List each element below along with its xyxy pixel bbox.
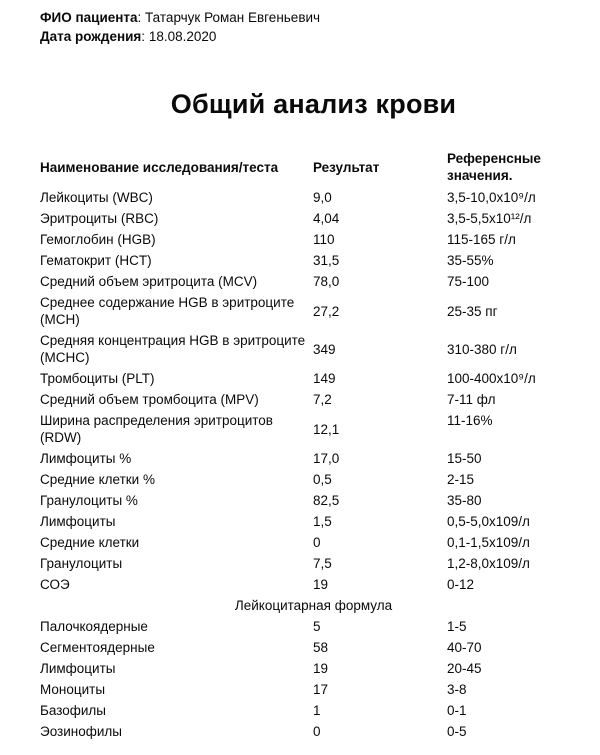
reference-cell: 40-70: [447, 640, 482, 655]
birth-date-value: 18.08.2020: [148, 29, 217, 44]
result-cell: 4,04: [313, 211, 340, 226]
table-row: [40, 700, 587, 721]
reference-cell: 1-5: [447, 619, 467, 634]
test-name-cell: Гемоглобин (HGB): [40, 232, 156, 247]
patient-name-line: [40, 8, 587, 27]
table-row: [40, 616, 587, 637]
result-cell: 149: [313, 371, 336, 386]
reference-cell: 35-80: [447, 493, 482, 508]
table-row: [40, 679, 587, 700]
test-name-cell: Ширина распределения эритроцитов (RDW): [40, 413, 273, 445]
reference-cell: 0,1-1,5x109/л: [447, 535, 530, 550]
result-cell: 1: [313, 703, 321, 718]
table-row: [40, 330, 587, 368]
result-cell: 19: [313, 661, 329, 676]
separator: :: [141, 29, 149, 44]
table-row: [40, 490, 587, 511]
reference-cell: 3-8: [447, 682, 467, 697]
test-name-cell: Сегментоядерные: [40, 640, 155, 655]
reference-cell: 15-50: [447, 451, 482, 466]
column-header-reference: Референсные значения.: [447, 151, 541, 183]
table-row: [40, 469, 587, 490]
table-row: [40, 389, 587, 410]
table-row: [40, 637, 587, 658]
test-name-cell: Базофилы: [40, 703, 106, 718]
patient-info: [40, 8, 587, 46]
test-name-cell: Среднее содержание HGB в эритроците (MCH): [40, 295, 295, 327]
table-row: [40, 271, 587, 292]
page-title: Общий анализ крови: [170, 89, 457, 119]
result-cell: 5: [313, 619, 321, 634]
table-row: [40, 250, 587, 271]
reference-cell: 35-55%: [447, 253, 494, 268]
test-name-cell: Средние клетки %: [40, 472, 155, 487]
table-row: [40, 292, 587, 330]
reference-cell: 7-11 фл: [447, 392, 496, 407]
table-row: [40, 448, 587, 469]
column-header-test-name: Наименование исследования/теста: [40, 159, 279, 175]
section-header-label: Лейкоцитарная формула: [234, 598, 393, 613]
table-row: [40, 368, 587, 389]
test-name-cell: Лимфоциты: [40, 514, 116, 529]
result-cell: 78,0: [313, 274, 340, 289]
results-table: [40, 148, 587, 742]
result-cell: 349: [313, 341, 336, 357]
test-name-cell: Эозинофилы: [40, 724, 122, 739]
result-cell: 31,5: [313, 253, 340, 268]
test-name-cell: Палочкоядерные: [40, 619, 148, 634]
reference-cell: 100-400x10⁹/л: [447, 371, 536, 386]
result-cell: 110: [313, 232, 335, 247]
table-row: [40, 410, 587, 448]
result-cell: 0: [313, 724, 321, 739]
table-row: [40, 658, 587, 679]
table-row: [40, 721, 587, 742]
table-row: [40, 553, 587, 574]
header-row: [40, 148, 587, 187]
reference-cell: 3,5-10,0x10⁹/л: [447, 190, 536, 205]
separator: :: [137, 10, 146, 25]
result-cell: 1,5: [313, 514, 332, 529]
test-name-cell: Эритроциты (RBC): [40, 211, 159, 226]
reference-cell: 0,5-5,0x109/л: [447, 514, 530, 529]
birth-date-line: [40, 27, 587, 46]
reference-cell: 0-12: [447, 577, 475, 592]
test-name-cell: Лейкоциты (WBC): [40, 190, 153, 205]
reference-cell: 0-1: [447, 703, 467, 718]
reference-cell: 2-15: [447, 472, 475, 487]
reference-cell: 75-100: [447, 274, 490, 289]
result-cell: 19: [313, 577, 329, 592]
reference-cell: 310-380 г/л: [447, 341, 517, 357]
reference-cell: 1,2-8,0x109/л: [447, 556, 530, 571]
test-name-cell: Средний объем эритроцита (MCV): [40, 274, 258, 289]
test-name-cell: Средний объем тромбоцита (MPV): [40, 392, 259, 407]
birth-date-label: Дата рождения: [40, 29, 142, 44]
test-name-cell: Средняя концентрация HGB в эритроците (MCHC): [40, 333, 306, 365]
result-cell: 12,1: [313, 421, 340, 437]
reference-cell: 25-35 пг: [447, 303, 498, 319]
result-cell: 17: [313, 682, 329, 697]
reference-cell: 0-5: [447, 724, 467, 739]
result-cell: 0: [313, 535, 321, 550]
test-name-cell: Моноциты: [40, 682, 106, 697]
table-row: [40, 229, 587, 250]
test-name-cell: Тромбоциты (PLT): [40, 371, 155, 386]
patient-name-value: Татарчук Роман Евгеньевич: [145, 10, 321, 25]
test-name-cell: Средние клетки: [40, 535, 140, 550]
table-row: [40, 511, 587, 532]
column-header-result: Результат: [313, 159, 380, 175]
results-tbody: [40, 187, 587, 742]
table-row: [40, 187, 587, 208]
result-cell: 82,5: [313, 493, 340, 508]
reference-cell: 3,5-5,5x10¹²/л: [447, 211, 532, 226]
patient-name-label: ФИО пациента: [40, 10, 138, 25]
reference-cell: 20-45: [447, 661, 482, 676]
table-row: [40, 574, 587, 595]
table-row: [40, 208, 587, 229]
result-cell: 27,2: [313, 303, 340, 319]
reference-cell: 115-165 г/л: [447, 232, 516, 247]
test-name-cell: Гематокрит (HCT): [40, 253, 152, 268]
test-name-cell: Гранулоциты %: [40, 493, 138, 508]
result-cell: 58: [313, 640, 329, 655]
test-name-cell: Гранулоциты: [40, 556, 123, 571]
reference-cell: 11-16%: [447, 413, 493, 428]
result-cell: 0,5: [313, 472, 332, 487]
result-cell: 7,5: [313, 556, 332, 571]
test-name-cell: СОЭ: [40, 577, 70, 592]
test-name-cell: Лимфоциты: [40, 661, 116, 676]
test-name-cell: Лимфоциты %: [40, 451, 132, 466]
table-row: [40, 532, 587, 553]
results-table-header: [40, 148, 587, 187]
result-cell: 9,0: [313, 190, 332, 205]
result-cell: 17,0: [313, 451, 340, 466]
section-header-row: [40, 595, 587, 616]
result-cell: 7,2: [313, 392, 332, 407]
